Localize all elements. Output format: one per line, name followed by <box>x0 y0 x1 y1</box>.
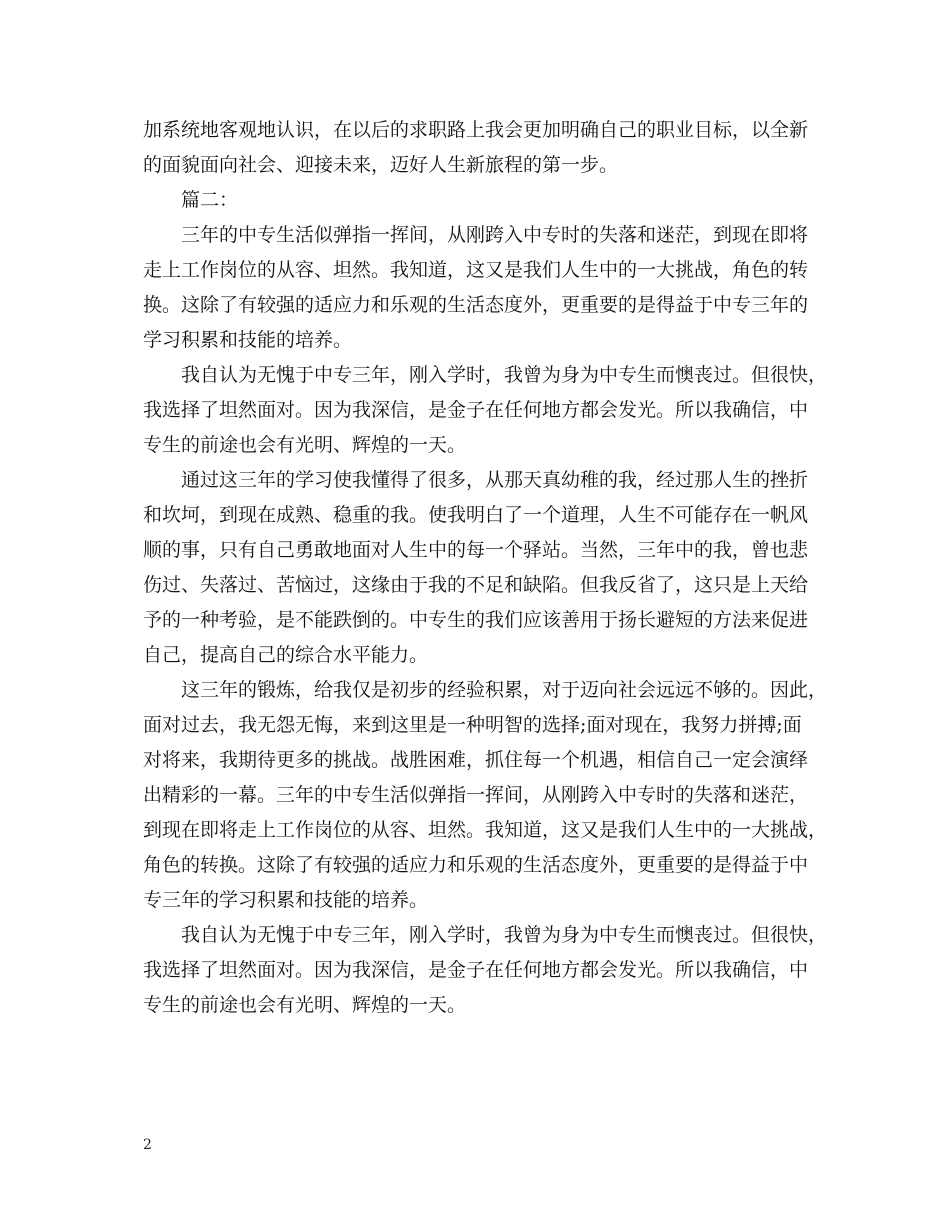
text-line: 伤过、失落过、苦恼过，这缘由于我的不足和缺陷。但我反省了，这只是上天给 <box>143 574 809 596</box>
text-line: 面对过去，我无怨无悔，来到这里是一种明智的选择;面对现在，我努力拼搏;面 <box>143 714 802 736</box>
text-line: 专生的前途也会有光明、辉煌的一天。 <box>143 434 467 456</box>
text-line: 加系统地客观地认识，在以后的求职路上我会更加明确自己的职业目标，以全新 <box>143 119 809 141</box>
text-line: 换。这除了有较强的适应力和乐观的生活态度外，更重要的是得益于中专三年的 <box>143 294 809 316</box>
text-line: 顺的事，只有自己勇敢地面对人生中的每一个驿站。当然，三年中的我，曾也悲 <box>143 539 809 561</box>
text-line: 予的一种考验，是不能跌倒的。中专生的我们应该善用于扬长避短的方法来促进 <box>143 609 809 631</box>
text-line: 和坎坷，到现在成熟、稳重的我。使我明白了一个道理，人生不可能存在一帆风 <box>143 504 809 526</box>
text-line: 这三年的锻炼，给我仅是初步的经验积累，对于迈向社会远远不够的。因此， <box>181 679 828 701</box>
text-line: 的面貌面向社会、迎接未来，迈好人生新旅程的第一步。 <box>143 154 619 176</box>
text-line: 专生的前途也会有光明、辉煌的一天。 <box>143 994 467 1016</box>
section-heading: 篇二： <box>181 189 239 211</box>
text-line: 通过这三年的学习使我懂得了很多，从那天真幼稚的我，经过那人生的挫折 <box>181 469 809 491</box>
text-line: 专三年的学习积累和技能的培养。 <box>143 889 429 911</box>
text-line: 三年的中专生活似弹指一挥间，从刚跨入中专时的失落和迷茫，到现在即将 <box>181 224 809 246</box>
text-line: 到现在即将走上工作岗位的从容、坦然。我知道，这又是我们人生中的一大挑战， <box>143 819 828 841</box>
document-body <box>143 113 828 1023</box>
text-line: 我选择了坦然面对。因为我深信，是金子在任何地方都会发光。所以我确信，中 <box>143 959 809 981</box>
text-line: 学习积累和技能的培养。 <box>143 329 353 351</box>
text-line: 角色的转换。这除了有较强的适应力和乐观的生活态度外，更重要的是得益于中 <box>143 854 809 876</box>
text-line: 我自认为无愧于中专三年，刚入学时，我曾为身为中专生而懊丧过。但很快， <box>181 364 828 386</box>
text-line: 对将来，我期待更多的挑战。战胜困难，抓住每一个机遇，相信自己一定会演绎 <box>143 749 809 771</box>
text-line: 我自认为无愧于中专三年，刚入学时，我曾为身为中专生而懊丧过。但很快， <box>181 924 828 946</box>
text-line: 我选择了坦然面对。因为我深信，是金子在任何地方都会发光。所以我确信，中 <box>143 399 809 421</box>
page-number: 2 <box>143 1137 152 1153</box>
text-line: 自己，提高自己的综合水平能力。 <box>143 644 429 666</box>
text-line: 走上工作岗位的从容、坦然。我知道，这又是我们人生中的一大挑战，角色的转 <box>143 259 809 281</box>
text-line: 出精彩的一幕。三年的中专生活似弹指一挥间，从刚跨入中专时的失落和迷茫， <box>143 784 809 806</box>
